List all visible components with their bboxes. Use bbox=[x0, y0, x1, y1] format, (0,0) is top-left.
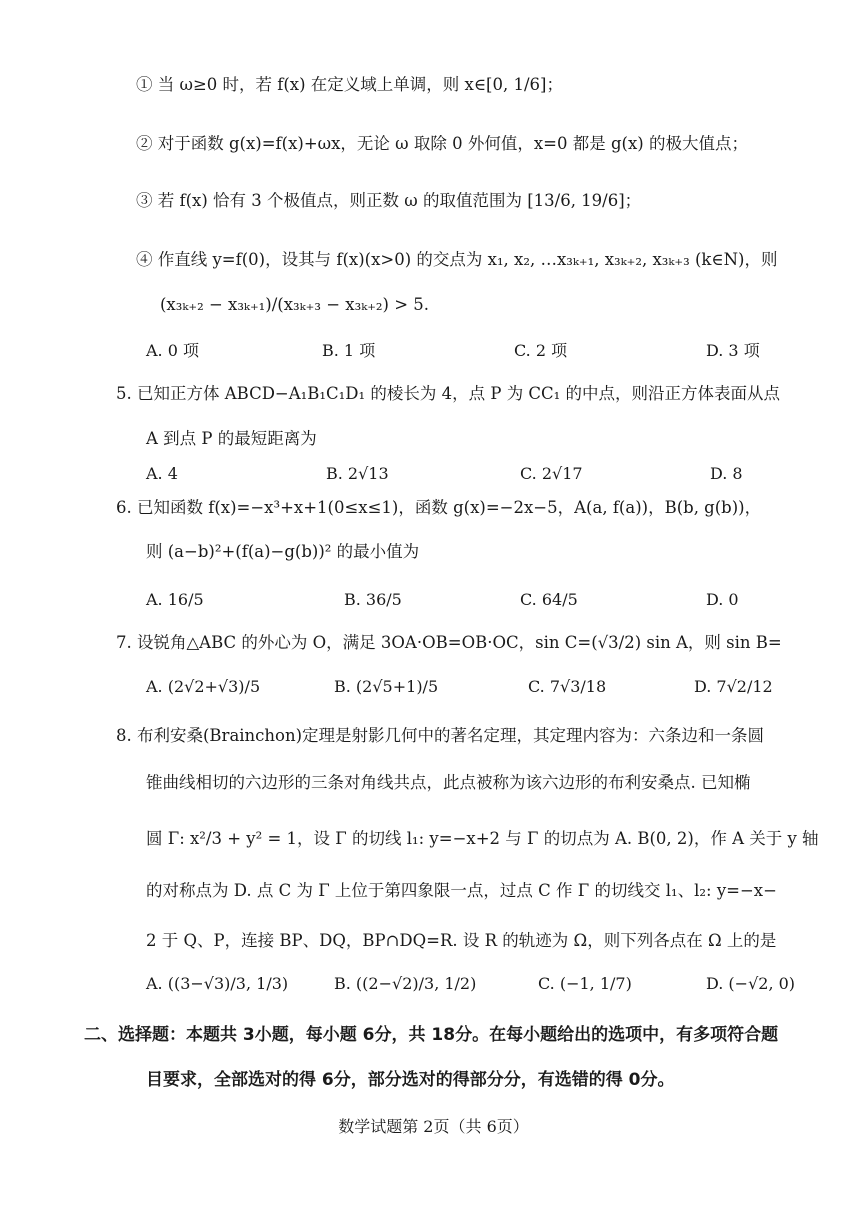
q7-option-c: C. 7√3/18 bbox=[528, 677, 607, 696]
statement-4-inequality: (x₃ₖ₊₂ − x₃ₖ₊₁)/(x₃ₖ₊₃ − x₃ₖ₊₂) > 5. bbox=[160, 295, 430, 314]
q4-option-a: A. 0 项 bbox=[146, 341, 199, 360]
q6-option-d: D. 0 bbox=[706, 590, 739, 609]
q5-option-a: A. 4 bbox=[146, 464, 178, 483]
q4-option-b: B. 1 项 bbox=[322, 341, 376, 360]
q7-stem: 7. 设锐角△ABC 的外心为 O，满足 3OA·OB=OB·OC，sin C=(√3/2) sin A，则 sin B= bbox=[116, 633, 782, 652]
q8-option-a: A. ((3−√3)/3, 1/3) bbox=[146, 974, 289, 993]
q5-option-d: D. 8 bbox=[710, 464, 743, 483]
q8-stem-line5: 2 于 Q、P，连接 BP、DQ，BP∩DQ=R. 设 R 的轨迹为 Ω，则下列各点在 Ω 上的是 bbox=[146, 931, 777, 950]
q8-option-c: C. (−1, 1/7) bbox=[538, 974, 632, 993]
q8-stem-line1: 8. 布利安桑(Brainchon)定理是射影几何中的著名定理，其定理内容为：六条边和一条圆 bbox=[116, 726, 765, 745]
q7-option-d: D. 7√2/12 bbox=[694, 677, 773, 696]
section2-heading-line2: 目要求，全部选对的得 6分，部分选对的得部分分，有选错的得 0分。 bbox=[146, 1070, 675, 1090]
q5-option-b: B. 2√13 bbox=[326, 464, 389, 483]
q7-option-b: B. (2√5+1)/5 bbox=[334, 677, 439, 696]
q6-option-b: B. 36/5 bbox=[344, 590, 402, 609]
q8-stem-line4: 的对称点为 D. 点 C 为 Γ 上位于第四象限一点，过点 C 作 Γ 的切线交 l₁、l₂: y=−x− bbox=[146, 881, 777, 900]
q6-option-c: C. 64/5 bbox=[520, 590, 578, 609]
q8-stem-line3: 圆 Γ: x²/3 + y² = 1，设 Γ 的切线 l₁: y=−x+2 与 Γ 的切点为 A. B(0, 2)，作 A 关于 y 轴 bbox=[146, 829, 819, 848]
q5-option-c: C. 2√17 bbox=[520, 464, 583, 483]
q8-option-d: D. (−√2, 0) bbox=[706, 974, 796, 993]
q8-stem-line2: 锥曲线相切的六边形的三条对角线共点，此点被称为该六边形的布利安桑点. 已知椭 bbox=[146, 773, 751, 792]
statement-3: ③ 若 f(x) 恰有 3 个极值点，则正数 ω 的取值范围为 [13/6, 19/6]； bbox=[136, 191, 642, 210]
page-footer: 数学试题第 2页（共 6页） bbox=[338, 1117, 529, 1136]
statement-4: ④ 作直线 y=f(0)，设其与 f(x)(x>0) 的交点为 x₁, x₂, …x₃ₖ₊₁, x₃ₖ₊₂, x₃ₖ₊₃ (k∈N)，则 bbox=[136, 250, 778, 269]
q4-option-c: C. 2 项 bbox=[514, 341, 568, 360]
q5-stem-line2: A 到点 P 的最短距离为 bbox=[146, 429, 317, 448]
section2-heading-line1: 二、选择题：本题共 3小题，每小题 6分，共 18分。在每小题给出的选项中，有多项符合题 bbox=[84, 1025, 779, 1045]
statement-1: ① 当 ω≥0 时，若 f(x) 在定义域上单调，则 x∈[0, 1/6]； bbox=[136, 75, 563, 94]
q6-stem-line1: 6. 已知函数 f(x)=−x³+x+1(0≤x≤1)，函数 g(x)=−2x−5，A(a, f(a))，B(b, g(b))， bbox=[116, 498, 762, 517]
q8-option-b: B. ((2−√2)/3, 1/2) bbox=[334, 974, 477, 993]
q4-option-d: D. 3 项 bbox=[706, 341, 760, 360]
statement-2: ② 对于函数 g(x)=f(x)+ωx，无论 ω 取除 0 外何值，x=0 都是 g(x) 的极大值点； bbox=[136, 134, 748, 153]
q7-option-a: A. (2√2+√3)/5 bbox=[146, 677, 261, 696]
q5-stem-line1: 5. 已知正方体 ABCD−A₁B₁C₁D₁ 的棱长为 4，点 P 为 CC₁ 的中点，则沿正方体表面从点 bbox=[116, 384, 781, 403]
q6-stem-line2: 则 (a−b)²+(f(a)−g(b))² 的最小值为 bbox=[146, 542, 420, 561]
q6-option-a: A. 16/5 bbox=[146, 590, 204, 609]
